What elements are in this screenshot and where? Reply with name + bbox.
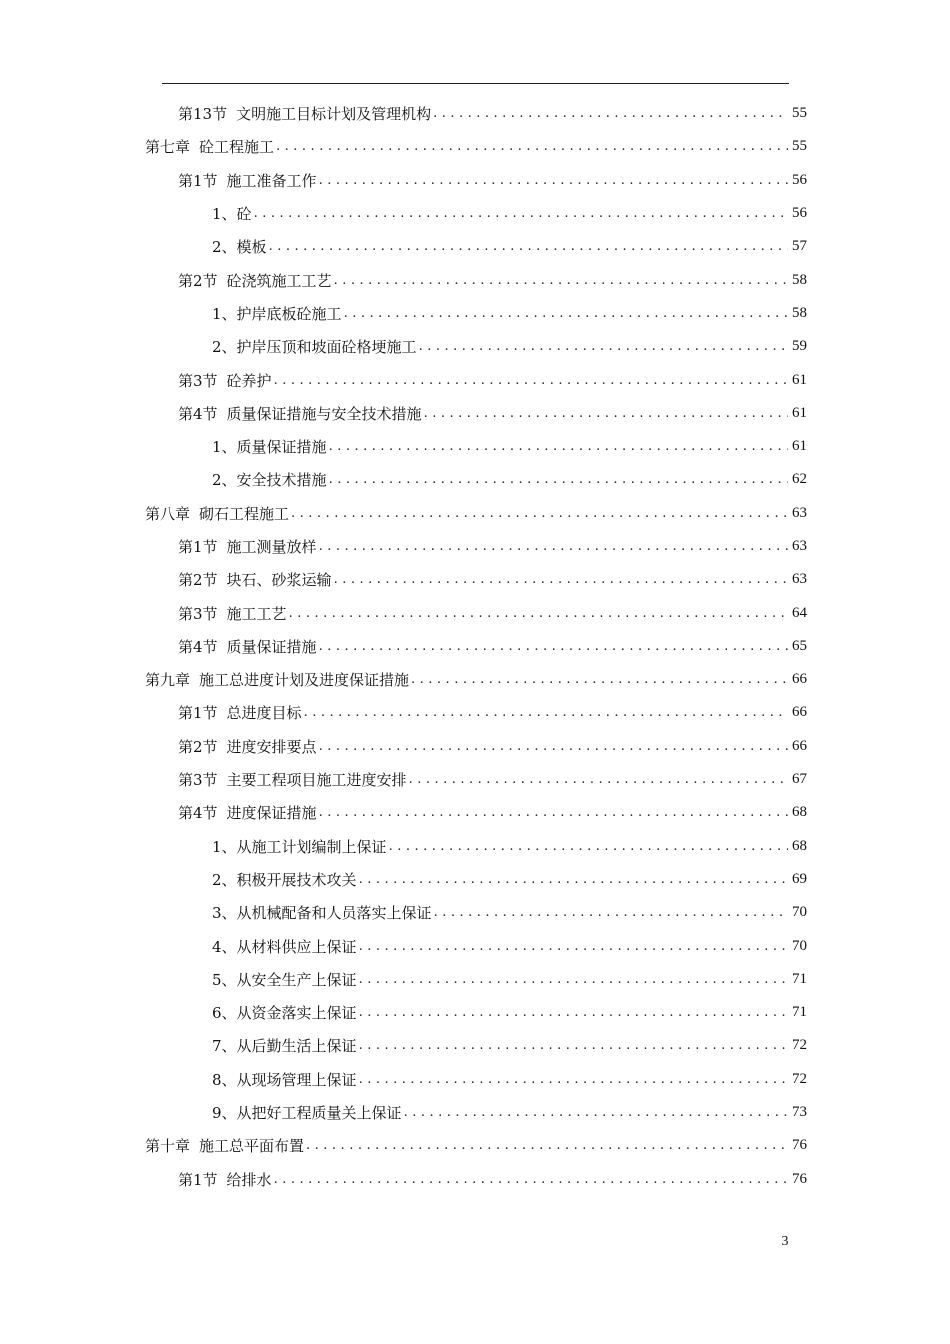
dot-leader xyxy=(274,373,788,388)
toc-entry-page: 56 xyxy=(792,205,807,222)
dot-leader xyxy=(289,606,788,621)
toc-entry-number: 9、 xyxy=(212,1104,237,1123)
toc-entry-title: 进度安排要点 xyxy=(226,737,317,756)
toc-entry-title: 给排水 xyxy=(226,1170,272,1189)
toc-entry-title: 进度保证措施 xyxy=(226,804,317,823)
toc-entry-number: 第九章 xyxy=(145,671,191,690)
toc-entry-page: 58 xyxy=(792,304,807,321)
toc-entry-number: 1、 xyxy=(212,837,237,856)
toc-subitem-entry[interactable] xyxy=(0,1096,950,1129)
toc-section-entry[interactable] xyxy=(0,1163,950,1196)
toc-entry-number: 3、 xyxy=(212,904,237,923)
toc-entry-number: 第2节 xyxy=(178,737,218,756)
toc-entry-page: 72 xyxy=(792,1037,807,1054)
dot-leader xyxy=(304,705,788,720)
toc-entry-number: 2、 xyxy=(212,471,237,490)
toc-entry-number: 7、 xyxy=(212,1037,237,1056)
toc-entry-page: 61 xyxy=(792,438,807,455)
toc-entry-page: 57 xyxy=(792,238,807,255)
dot-leader xyxy=(306,1138,788,1153)
dot-leader xyxy=(319,639,788,654)
toc-entry-number: 1、 xyxy=(212,438,237,457)
toc-entry-number: 6、 xyxy=(212,1004,237,1023)
toc-entry-number: 第2节 xyxy=(178,571,218,590)
toc-entry-title: 质量保证措施与安全技术措施 xyxy=(226,404,422,423)
page-number: 3 xyxy=(781,1234,789,1249)
dot-leader xyxy=(291,506,788,521)
toc-entry-number: 2、 xyxy=(212,238,237,257)
dot-leader xyxy=(329,472,788,487)
toc-entry-title: 积极开展技术攻关 xyxy=(236,870,357,889)
dot-leader xyxy=(434,905,788,920)
toc-entry-page: 66 xyxy=(792,671,807,688)
toc-entry-number: 1、 xyxy=(212,304,237,323)
toc-entry-number: 第3节 xyxy=(178,771,218,790)
toc-entry-title: 质量保证措施 xyxy=(236,438,327,457)
toc-entry-title: 安全技术措施 xyxy=(236,471,327,490)
toc-entry-number: 第4节 xyxy=(178,404,218,423)
dot-leader xyxy=(359,939,788,954)
toc-entry-page: 55 xyxy=(792,105,807,122)
toc-entry-page: 66 xyxy=(792,737,807,754)
dot-leader xyxy=(409,772,788,787)
dot-leader xyxy=(344,306,788,321)
toc-entry-page: 72 xyxy=(792,1070,807,1087)
toc-entry-title: 文明施工目标计划及管理机构 xyxy=(236,105,432,124)
toc-entry-number: 第十章 xyxy=(145,1137,191,1156)
dot-leader xyxy=(359,1005,788,1020)
toc-subitem-entry[interactable] xyxy=(0,963,950,996)
toc-entry-page: 73 xyxy=(792,1104,807,1121)
toc-entry-number: 第3节 xyxy=(178,371,218,390)
toc-entry-title: 施工准备工作 xyxy=(226,171,317,190)
toc-entry-title: 质量保证措施 xyxy=(226,637,317,656)
dot-leader xyxy=(359,1072,788,1087)
dot-leader xyxy=(269,239,788,254)
toc-entry-page: 69 xyxy=(792,870,807,887)
toc-entry-title: 总进度目标 xyxy=(226,704,302,723)
toc-entry-title: 从施工计划编制上保证 xyxy=(236,837,387,856)
toc-entry-number: 第13节 xyxy=(178,105,228,124)
toc-entry-number: 4、 xyxy=(212,937,237,956)
toc-entry-number: 8、 xyxy=(212,1070,237,1089)
toc-section-entry[interactable] xyxy=(0,363,950,396)
toc-entry-title: 从材料供应上保证 xyxy=(236,937,357,956)
toc-section-entry[interactable] xyxy=(0,796,950,829)
toc-entry-title: 护岸底板砼施工 xyxy=(236,304,342,323)
toc-section-entry[interactable] xyxy=(0,397,950,430)
toc-section-entry[interactable] xyxy=(0,530,950,563)
toc-entry-page: 68 xyxy=(792,837,807,854)
toc-chapter-entry[interactable] xyxy=(0,663,950,696)
toc-entry-page: 59 xyxy=(792,338,807,355)
toc-subitem-entry[interactable] xyxy=(0,330,950,363)
table-of-contents xyxy=(0,97,950,1196)
toc-chapter-entry[interactable] xyxy=(0,1129,950,1162)
toc-entry-page: 68 xyxy=(792,804,807,821)
toc-subitem-entry[interactable] xyxy=(0,463,950,496)
toc-subitem-entry[interactable] xyxy=(0,230,950,263)
toc-subitem-entry[interactable] xyxy=(0,896,950,929)
dot-leader xyxy=(424,406,788,421)
toc-subitem-entry[interactable] xyxy=(0,197,950,230)
toc-entry-page: 62 xyxy=(792,471,807,488)
toc-entry-number: 第2节 xyxy=(178,271,218,290)
toc-entry-title: 砼浇筑施工工艺 xyxy=(226,271,332,290)
toc-entry-number: 第1节 xyxy=(178,704,218,723)
toc-section-entry[interactable] xyxy=(0,164,950,197)
toc-entry-number: 第4节 xyxy=(178,637,218,656)
dot-leader xyxy=(319,539,788,554)
toc-subitem-entry[interactable] xyxy=(0,430,950,463)
toc-entry-title: 从资金落实上保证 xyxy=(236,1004,357,1023)
toc-subitem-entry[interactable] xyxy=(0,830,950,863)
toc-entry-page: 56 xyxy=(792,171,807,188)
dot-leader xyxy=(254,206,788,221)
toc-subitem-entry[interactable] xyxy=(0,863,950,896)
toc-entry-page: 55 xyxy=(792,138,807,155)
toc-entry-page: 70 xyxy=(792,937,807,954)
toc-entry-page: 67 xyxy=(792,771,807,788)
dot-leader xyxy=(334,572,788,587)
toc-entry-page: 63 xyxy=(792,504,807,521)
toc-entry-page: 71 xyxy=(792,970,807,987)
dot-leader xyxy=(329,439,788,454)
toc-section-entry[interactable] xyxy=(0,730,950,763)
toc-entry-title: 从现场管理上保证 xyxy=(236,1070,357,1089)
toc-entry-title: 砼养护 xyxy=(226,371,272,390)
toc-entry-title: 从后勤生活上保证 xyxy=(236,1037,357,1056)
toc-subitem-entry[interactable] xyxy=(0,929,950,962)
toc-entry-page: 61 xyxy=(792,371,807,388)
toc-entry-page: 63 xyxy=(792,538,807,554)
toc-section-entry[interactable] xyxy=(0,630,950,663)
toc-entry-number: 第3节 xyxy=(178,604,218,623)
toc-subitem-entry[interactable] xyxy=(0,1029,950,1062)
toc-entry-title: 施工工艺 xyxy=(226,604,287,623)
toc-subitem-entry[interactable] xyxy=(0,996,950,1029)
toc-entry-number: 2、 xyxy=(212,870,237,889)
toc-entry-title: 从机械配备和人员落实上保证 xyxy=(236,904,432,923)
toc-section-entry[interactable] xyxy=(0,596,950,629)
toc-entry-number: 5、 xyxy=(212,970,237,989)
toc-entry-number: 第1节 xyxy=(178,538,218,556)
dot-leader xyxy=(359,1038,788,1053)
dot-leader xyxy=(404,1105,788,1120)
toc-entry-page: 70 xyxy=(792,904,807,921)
toc-entry-title: 砌石工程施工 xyxy=(199,504,290,523)
toc-entry-page: 66 xyxy=(792,704,807,721)
toc-entry-page: 58 xyxy=(792,271,807,288)
toc-entry-title: 主要工程项目施工进度安排 xyxy=(226,771,407,790)
toc-subitem-entry[interactable] xyxy=(0,297,950,330)
toc-entry-title: 从安全生产上保证 xyxy=(236,970,357,989)
toc-entry-number: 第1节 xyxy=(178,1170,218,1189)
dot-leader xyxy=(411,672,788,687)
dot-leader xyxy=(359,872,788,887)
toc-entry-title: 施工总进度计划及进度保证措施 xyxy=(199,671,410,690)
toc-entry-number: 2、 xyxy=(212,338,237,357)
dot-leader xyxy=(433,106,788,121)
toc-entry-number: 1、 xyxy=(212,205,237,224)
dot-leader xyxy=(276,139,788,154)
toc-entry-title: 砼工程施工 xyxy=(199,138,275,157)
toc-entry-title: 护岸压顶和坡面砼格埂施工 xyxy=(236,338,417,357)
toc-entry-page: 64 xyxy=(792,604,807,621)
header-rule xyxy=(162,83,789,84)
toc-entry-title: 块石、砂浆运输 xyxy=(226,571,332,590)
toc-entry-page: 76 xyxy=(792,1137,807,1154)
toc-entry-title: 施工总平面布置 xyxy=(199,1137,305,1156)
toc-section-entry[interactable] xyxy=(0,763,950,796)
toc-section-entry[interactable] xyxy=(0,97,950,130)
toc-entry-number: 第八章 xyxy=(145,504,191,523)
toc-entry-number: 第七章 xyxy=(145,138,191,157)
toc-entry-title: 施工测量放样 xyxy=(226,538,317,556)
dot-leader xyxy=(319,805,788,820)
toc-section-entry[interactable] xyxy=(0,563,950,596)
dot-leader xyxy=(274,1172,788,1187)
toc-section-entry[interactable] xyxy=(0,263,950,296)
toc-section-entry[interactable] xyxy=(0,696,950,729)
toc-entry-page: 71 xyxy=(792,1004,807,1021)
dot-leader xyxy=(419,339,788,354)
toc-chapter-entry[interactable] xyxy=(0,497,950,530)
toc-entry-number: 第1节 xyxy=(178,171,218,190)
toc-entry-number: 第4节 xyxy=(178,804,218,823)
toc-subitem-entry[interactable] xyxy=(0,1063,950,1096)
dot-leader xyxy=(319,173,788,188)
toc-entry-page: 65 xyxy=(792,637,807,654)
toc-entry-title: 从把好工程质量关上保证 xyxy=(236,1104,402,1123)
toc-entry-title: 砼 xyxy=(236,205,252,224)
toc-entry-page: 76 xyxy=(792,1170,807,1187)
toc-entry-page: 63 xyxy=(792,571,807,588)
dot-leader xyxy=(319,739,788,754)
dot-leader xyxy=(334,273,788,288)
dot-leader xyxy=(359,972,788,987)
toc-entry-page: 61 xyxy=(792,404,807,421)
dot-leader xyxy=(389,839,788,854)
toc-chapter-entry[interactable] xyxy=(0,130,950,163)
toc-entry-title: 模板 xyxy=(236,238,267,257)
